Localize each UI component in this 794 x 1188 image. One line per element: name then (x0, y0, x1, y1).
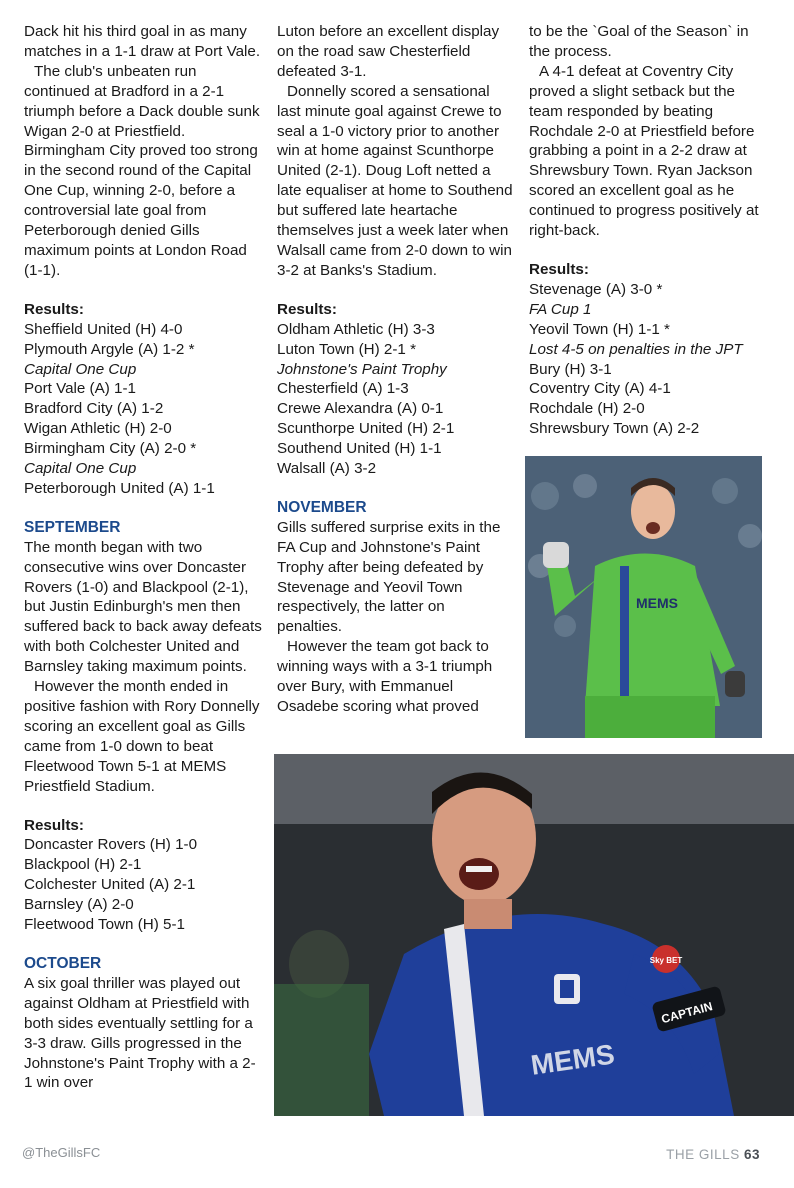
result-item: Coventry City (A) 4-1 (529, 380, 671, 398)
paragraph: Dack hit his third goal in as many matches in a 1-1 draw at Port Vale. (24, 23, 261, 60)
result-item: Blackpool (H) 2-1 (24, 856, 142, 874)
goalkeeper-illustration (525, 456, 762, 738)
sleeve-patch-text: Sky BET (649, 956, 683, 965)
results-list (24, 320, 264, 499)
paragraph: Gills suffered surprise exits in the FA Cup and Johnstone's Paint Trophy after being defeated by Stevenage and Yeovil Town respectively, the latter on penalties. (277, 518, 501, 636)
result-item: Yeovil Town (H) 1-1 * (529, 320, 670, 338)
column-1 (24, 22, 264, 1093)
result-item: Port Vale (A) 1-1 (24, 380, 136, 398)
section-heading-november: NOVEMBER (277, 498, 367, 516)
result-item: Peterborough United (A) 1-1 (24, 479, 215, 497)
results-heading: Results: (24, 816, 84, 834)
result-item: Barnsley (A) 2-0 (24, 896, 134, 914)
paragraph: A 4-1 defeat at Coventry City proved a slight setback but the team responded by beating Rochdale 2-0 at Priestfield before grabbing a point in a 2-2 draw at Shrewsbury Town. Ryan Jackson scored an excellent goal as he continued to progress positively at right-back. (529, 62, 759, 240)
result-item: Crewe Alexandra (A) 0-1 (277, 400, 444, 418)
paragraph: The club's unbeaten run continued at Bradford in a 2-1 triumph before a Dack double sunk Wigan 2-0 at Priestfield. Birmingham City proved too strong in the second round of the Capital One Cup, winning 2-0, before a controversial late goal from Peterborough denied Gills maximum points at London Road (1-1). (24, 62, 260, 279)
page-number: 63 (743, 1147, 760, 1162)
results-list (24, 835, 264, 935)
captain-sponsor-text: MEMS (528, 1038, 617, 1081)
paragraph: However the team got back to winning ways with a 3-1 triumph over Bury, with Emmanuel Osadebe scoring what proved (277, 638, 493, 715)
result-item: Walsall (A) 3-2 (277, 460, 377, 478)
keeper-sponsor-text: MEMS (636, 595, 678, 611)
result-item: Sheffield United (H) 4-0 (24, 320, 183, 338)
results-heading: Results: (529, 260, 589, 278)
paragraph: to be the `Goal of the Season` in the process. (529, 23, 749, 60)
result-item: Oldham Athletic (H) 3-3 (277, 320, 435, 338)
social-handle: @TheGillsFC (22, 1145, 101, 1160)
column-2 (277, 22, 513, 717)
results-heading: Results: (24, 300, 84, 318)
result-item: Chesterfield (A) 1-3 (277, 380, 409, 398)
result-item: Colchester United (A) 2-1 (24, 876, 196, 894)
paragraph: Donnelly scored a sensational last minute goal against Crewe to seal a 1-0 victory prior to another win at home against Scunthorpe United (2-1). Doug Loft netted a late equaliser at home to Southend but suffered late heartache themselves just a week later when Walsall came from 2-0 down to win 3-2 at Banks's Stadium. (277, 82, 513, 279)
result-item: Scunthorpe United (H) 2-1 (277, 420, 455, 438)
result-item: Wigan Athletic (H) 2-0 (24, 420, 172, 438)
result-item: Birmingham City (A) 2-0 * (24, 440, 197, 458)
paragraph: Luton before an excellent display on the road saw Chesterfield defeated 3-1. (277, 23, 500, 80)
result-note: Lost 4-5 on penalties in the JPT (529, 340, 743, 358)
result-item: Luton Town (H) 2-1 * (277, 340, 417, 358)
result-item: Shrewsbury Town (A) 2-2 (529, 420, 700, 438)
section-heading-october: OCTOBER (24, 954, 102, 972)
captain-armband-text: CAPTAIN (659, 999, 715, 1027)
section-heading-september: SEPTEMBER (24, 518, 121, 536)
results-list (529, 280, 769, 439)
result-item: Bradford City (A) 1-2 (24, 400, 164, 418)
result-item: Doncaster Rovers (H) 1-0 (24, 836, 198, 854)
result-item: Southend United (H) 1-1 (277, 440, 442, 458)
column-3 (529, 22, 769, 439)
result-item: Fleetwood Town (H) 5-1 (24, 916, 185, 934)
result-item: Bury (H) 3-1 (529, 360, 612, 378)
page-footer (666, 1147, 760, 1162)
result-note: FA Cup 1 (529, 300, 592, 318)
result-item: Rochdale (H) 2-0 (529, 400, 645, 418)
result-note: Capital One Cup (24, 460, 137, 478)
result-note: Johnstone's Paint Trophy (277, 360, 447, 378)
results-list (277, 320, 513, 479)
result-item: Stevenage (A) 3-0 * (529, 280, 663, 298)
magazine-title: THE GILLS (666, 1147, 740, 1162)
captain-photo (274, 754, 794, 1116)
paragraph: The month began with two consecutive wins over Doncaster Rovers (1-0) and Blackpool (2-1), but Justin Edinburgh's men then suffered back to back away defeats with both Colchester United and Barnsley taking maximum points. (24, 538, 262, 676)
captain-illustration (274, 754, 794, 1116)
result-item: Plymouth Argyle (A) 1-2 * (24, 340, 195, 358)
results-heading: Results: (277, 300, 337, 318)
result-note: Capital One Cup (24, 360, 137, 378)
goalkeeper-photo (525, 456, 762, 738)
paragraph: A six goal thriller was played out against Oldham at Priestfield with both sides eventually settling for a 3-3 draw. Gills progressed in the Johnstone's Paint Trophy with a 2-1 win over (24, 974, 256, 1092)
paragraph: However the month ended in positive fashion with Rory Donnelly scoring an excellent goal as Gills came from 1-0 down to beat Fleetwood Town 5-1 at MEMS Priestfield Stadium. (24, 678, 260, 795)
